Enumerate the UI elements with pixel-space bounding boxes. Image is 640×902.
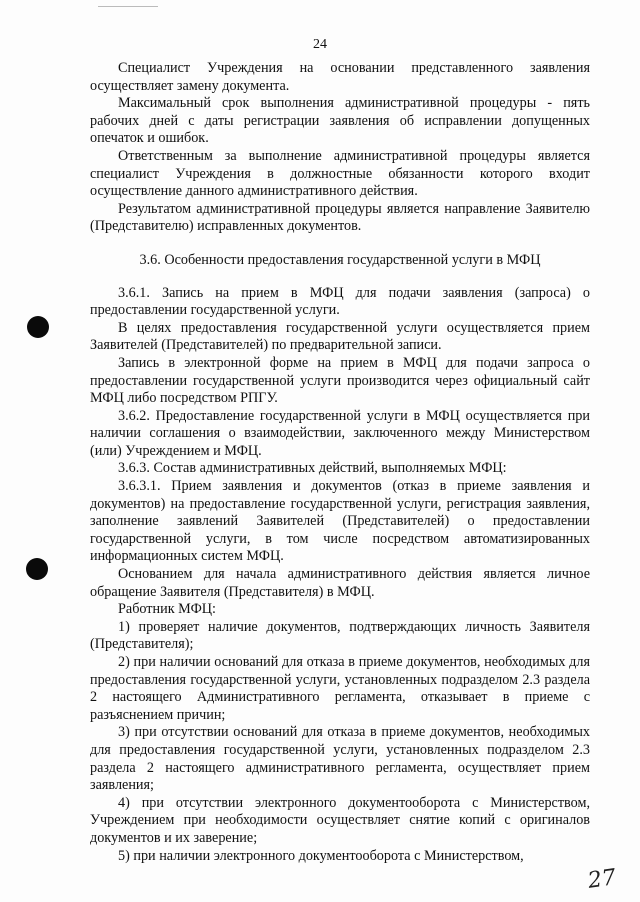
paragraph: 3.6.3.1. Прием заявления и документов (отказ в приеме заявления и документов) на предоставление государственной услуги, регистрация заявления, заполнение заявлений Заявителей (Представителей) о предоставлении государственной услуги, в том числе посредством автоматизированных информационных систем МФЦ. <box>90 478 590 565</box>
paragraph: В целях предоставления государственной услуги осуществляется прием Заявителей (Представителей) по предварительной записи. <box>90 319 590 354</box>
section-heading: 3.6. Особенности предоставления государственной услуги в МФЦ <box>139 251 541 268</box>
paragraph: 3.6.3. Состав административных действий, выполняемых МФЦ: <box>118 460 507 477</box>
paragraph: Ответственным за выполнение административной процедуры является специалист Учреждения в должностные обязанности которого входит осуществление данного административного действия. <box>90 147 590 200</box>
paragraph: Работник МФЦ: <box>118 601 216 618</box>
paragraph: 3.6.2. Предоставление государственной услуги в МФЦ осуществляется при наличии соглашения о взаимодействии, заключенного между Министерством (или) Учреждением и МФЦ. <box>90 407 590 459</box>
paragraph: Максимальный срок выполнения административной процедуры - пять рабочих дней с даты регистрации заявления об исправлении допущенных опечаток и ошибок. <box>90 95 590 147</box>
scan-artifact <box>98 6 158 7</box>
document-body <box>90 60 590 865</box>
binder-hole <box>27 316 49 338</box>
handwritten-page-number: 27 <box>586 865 618 894</box>
page-number: 24 <box>313 37 327 52</box>
list-item: 2) при наличии оснований для отказа в приеме документов, необходимых для предоставления государственной услуги, установленных подразделом 2.3 раздела 2 настоящего Административного регламента, отказывает в приеме с разъяснением причин; <box>90 654 590 723</box>
list-item: 4) при отсутствии электронного документооборота с Министерством, Учреждением при необходимости осуществляет снятие копий с оригиналов документов и их заверение; <box>90 794 590 846</box>
paragraph: Основанием для начала административного действия является личное обращение Заявителя (Представителя) в МФЦ. <box>90 566 590 600</box>
list-item: 5) при наличии электронного документооборота с Министерством, <box>118 847 524 864</box>
paragraph: Запись в электронной форме на прием в МФЦ для подачи запроса о предоставлении государственной услуги производится через официальный сайт МФЦ либо посредством РПГУ. <box>90 354 590 407</box>
list-item: 1) проверяет наличие документов, подтверждающих личность Заявителя (Представителя); <box>90 618 590 653</box>
paragraph: 3.6.1. Запись на прием в МФЦ для подачи заявления (запроса) о предоставлении государственной услуги. <box>90 284 590 319</box>
paragraph: Специалист Учреждения на основании представленного заявления осуществляет замену документа. <box>90 60 590 94</box>
binder-hole <box>26 558 48 580</box>
paragraph: Результатом административной процедуры является направление Заявителю (Представителю) исправленных документов. <box>90 200 590 235</box>
list-item: 3) при отсутствии оснований для отказа в приеме документов, необходимых для предоставления государственной услуги, установленных подразделом 2.3 раздела 2 настоящего административного регламента, осуществляет прием заявления; <box>90 724 590 794</box>
